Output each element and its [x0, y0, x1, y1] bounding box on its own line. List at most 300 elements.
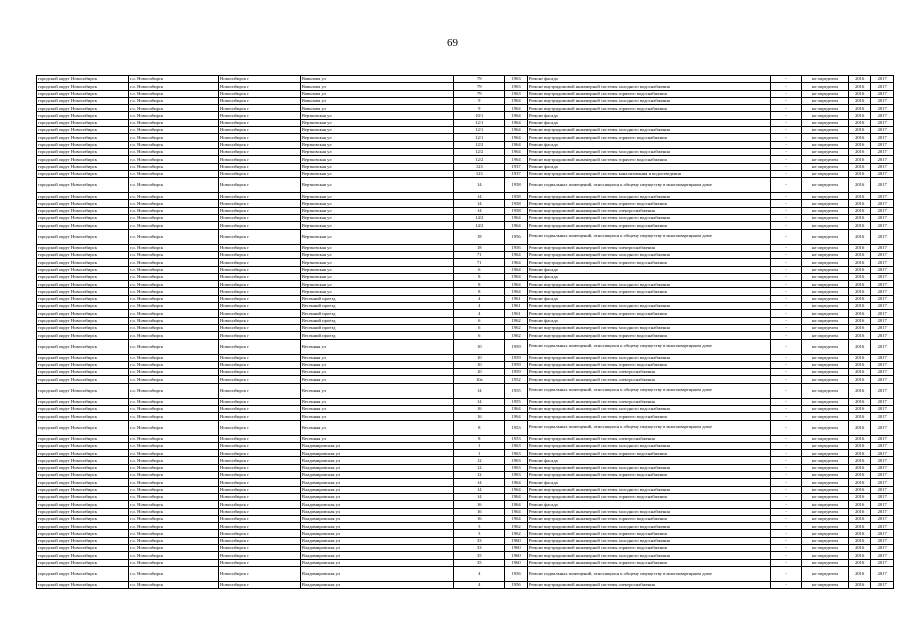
start-year-cell: 2016: [848, 148, 870, 155]
status-cell: не определен: [801, 508, 848, 515]
street-cell: Вертковская ул: [300, 156, 453, 163]
table-row: [37, 420, 894, 435]
end-year-cell: 2017: [871, 332, 894, 339]
start-year-cell: 2016: [848, 178, 870, 193]
street-cell: Владимировская ул: [300, 537, 453, 544]
start-year-cell: 2016: [848, 156, 870, 163]
build-year-cell: 1962: [505, 530, 527, 537]
work-type-cell: Ремонт внутридомовой инженерной системы горячего водоснабжения: [527, 134, 770, 141]
build-year-cell: 1964: [505, 479, 527, 486]
dash-cell: -: [771, 479, 802, 486]
status-cell: не определен: [801, 486, 848, 493]
build-year-cell: 1964: [505, 97, 527, 104]
status-cell: не определен: [801, 83, 848, 90]
start-year-cell: 2016: [848, 324, 870, 331]
start-year-cell: 2016: [848, 398, 870, 405]
work-type-cell: Ремонт внутридомовой инженерной системы электроснабжения: [527, 398, 770, 405]
municipality-cell: городской округ Новосибирск: [37, 295, 129, 302]
table-row: [37, 537, 894, 544]
status-cell: не определен: [801, 361, 848, 368]
city-cell: Новосибирск г: [219, 472, 301, 479]
district-cell: г.о. Новосибирск: [129, 148, 219, 155]
build-year-cell: 1956: [505, 566, 527, 581]
district-cell: г.о. Новосибирск: [129, 83, 219, 90]
district-cell: г.о. Новосибирск: [129, 207, 219, 214]
build-year-cell: 1955: [505, 398, 527, 405]
city-cell: Новосибирск г: [219, 493, 301, 500]
municipality-cell: городской округ Новосибирск: [37, 90, 129, 97]
house-number-cell: 8: [454, 288, 505, 295]
end-year-cell: 2017: [871, 244, 894, 251]
city-cell: Новосибирск г: [219, 405, 301, 412]
city-cell: Новосибирск г: [219, 163, 301, 170]
street-cell: Весенний проезд: [300, 317, 453, 324]
city-cell: Новосибирск г: [219, 259, 301, 266]
work-type-cell: Ремонт внутридомовой инженерной системы горячего водоснабжения: [527, 222, 770, 229]
start-year-cell: 2016: [848, 450, 870, 457]
municipality-cell: городской округ Новосибирск: [37, 559, 129, 566]
dash-cell: -: [771, 97, 802, 104]
end-year-cell: 2017: [871, 310, 894, 317]
status-cell: не определен: [801, 405, 848, 412]
municipality-cell: городской округ Новосибирск: [37, 369, 129, 376]
work-type-cell: Ремонт фасада: [527, 501, 770, 508]
work-type-cell: Ремонт внутридомовой инженерной системы холодного водоснабжения: [527, 523, 770, 530]
street-cell: Весенний проезд: [300, 303, 453, 310]
city-cell: Новосибирск г: [219, 361, 301, 368]
work-type-cell: Ремонт фасада: [527, 112, 770, 119]
work-type-cell: Ремонт внутридомовой инженерной системы горячего водоснабжения: [527, 530, 770, 537]
build-year-cell: 1960: [505, 559, 527, 566]
table-row: [37, 383, 894, 398]
district-cell: г.о. Новосибирск: [129, 222, 219, 229]
street-cell: Вертковская ул: [300, 288, 453, 295]
end-year-cell: 2017: [871, 361, 894, 368]
end-year-cell: 2017: [871, 486, 894, 493]
end-year-cell: 2017: [871, 317, 894, 324]
city-cell: Новосибирск г: [219, 251, 301, 258]
street-cell: Владимировская ул: [300, 442, 453, 449]
table-row: [37, 119, 894, 126]
city-cell: Новосибирск г: [219, 369, 301, 376]
table-row: [37, 215, 894, 222]
table-row: [37, 200, 894, 207]
table-row: [37, 303, 894, 310]
work-type-cell: Ремонт внутридомовой инженерной системы холодного водоснабжения: [527, 215, 770, 222]
work-type-cell: Ремонт подвальных помещений, относящихся к общему имуществу в многоквартирном доме: [527, 383, 770, 398]
table-row: [37, 317, 894, 324]
start-year-cell: 2016: [848, 354, 870, 361]
district-cell: г.о. Новосибирск: [129, 523, 219, 530]
municipality-cell: городской округ Новосибирск: [37, 259, 129, 266]
district-cell: г.о. Новосибирск: [129, 508, 219, 515]
city-cell: Новосибирск г: [219, 215, 301, 222]
status-cell: не определен: [801, 303, 848, 310]
table-row: [37, 229, 894, 244]
work-type-cell: Ремонт подвальных помещений, относящихся к общему имуществу в многоквартирном доме: [527, 566, 770, 581]
table-row: [37, 259, 894, 266]
table-row: [37, 90, 894, 97]
end-year-cell: 2017: [871, 413, 894, 420]
start-year-cell: 2016: [848, 288, 870, 295]
city-cell: Новосибирск г: [219, 464, 301, 471]
municipality-cell: городской округ Новосибирск: [37, 97, 129, 104]
start-year-cell: 2016: [848, 251, 870, 258]
street-cell: Вертковская ул: [300, 251, 453, 258]
build-year-cell: 1964: [505, 215, 527, 222]
end-year-cell: 2017: [871, 479, 894, 486]
end-year-cell: 2017: [871, 324, 894, 331]
street-cell: Владимировская ул: [300, 559, 453, 566]
table-row: [37, 442, 894, 449]
dash-cell: -: [771, 105, 802, 112]
municipality-cell: городской округ Новосибирск: [37, 134, 129, 141]
table-row: [37, 523, 894, 530]
street-cell: Весенняя ул: [300, 376, 453, 383]
end-year-cell: 2017: [871, 376, 894, 383]
work-type-cell: Ремонт внутридомовой инженерной системы горячего водоснабжения: [527, 472, 770, 479]
house-number-cell: 9: [454, 105, 505, 112]
dash-cell: -: [771, 127, 802, 134]
build-year-cell: 1963: [505, 442, 527, 449]
district-cell: г.о. Новосибирск: [129, 170, 219, 177]
house-number-cell: 4: [454, 295, 505, 302]
table-row: [37, 435, 894, 442]
street-cell: Владимировская ул: [300, 552, 453, 559]
dash-cell: -: [771, 281, 802, 288]
district-cell: г.о. Новосибирск: [129, 501, 219, 508]
municipality-cell: городской округ Новосибирск: [37, 339, 129, 354]
street-cell: Весенняя ул: [300, 413, 453, 420]
street-cell: Владимировская ул: [300, 472, 453, 479]
build-year-cell: 1962: [505, 324, 527, 331]
status-cell: не определен: [801, 435, 848, 442]
house-number-cell: 35: [454, 559, 505, 566]
work-type-cell: Ремонт внутридомовой инженерной системы горячего водоснабжения: [527, 413, 770, 420]
start-year-cell: 2016: [848, 376, 870, 383]
district-cell: г.о. Новосибирск: [129, 376, 219, 383]
district-cell: г.о. Новосибирск: [129, 405, 219, 412]
dash-cell: -: [771, 361, 802, 368]
municipality-cell: городской округ Новосибирск: [37, 229, 129, 244]
city-cell: Новосибирск г: [219, 76, 301, 83]
work-type-cell: Ремонт внутридомовой инженерной системы горячего водоснабжения: [527, 450, 770, 457]
end-year-cell: 2017: [871, 148, 894, 155]
end-year-cell: 2017: [871, 523, 894, 530]
city-cell: Новосибирск г: [219, 523, 301, 530]
build-year-cell: 1960: [505, 552, 527, 559]
dash-cell: -: [771, 163, 802, 170]
table-row: [37, 112, 894, 119]
dash-cell: -: [771, 119, 802, 126]
dash-cell: -: [771, 545, 802, 552]
table-row: [37, 361, 894, 368]
municipality-cell: городской округ Новосибирск: [37, 479, 129, 486]
start-year-cell: 2016: [848, 464, 870, 471]
status-cell: не определен: [801, 134, 848, 141]
house-number-cell: 33: [454, 537, 505, 544]
status-cell: не определен: [801, 222, 848, 229]
municipality-cell: городской округ Новосибирск: [37, 523, 129, 530]
work-type-cell: Ремонт внутридомовой инженерной системы холодного водоснабжения: [527, 97, 770, 104]
start-year-cell: 2016: [848, 566, 870, 581]
house-number-cell: 14/2: [454, 215, 505, 222]
district-cell: г.о. Новосибирск: [129, 369, 219, 376]
house-number-cell: 14: [454, 207, 505, 214]
work-type-cell: Ремонт внутридомовой инженерной системы горячего водоснабжения: [527, 515, 770, 522]
status-cell: не определен: [801, 332, 848, 339]
build-year-cell: 1959: [505, 339, 527, 354]
city-cell: Новосибирск г: [219, 383, 301, 398]
house-number-cell: 12: [454, 457, 505, 464]
table-row: [37, 450, 894, 457]
end-year-cell: 2017: [871, 259, 894, 266]
house-number-cell: 33: [454, 545, 505, 552]
build-year-cell: 1964: [505, 273, 527, 280]
city-cell: Новосибирск г: [219, 339, 301, 354]
district-cell: г.о. Новосибирск: [129, 339, 219, 354]
municipality-cell: городской округ Новосибирск: [37, 266, 129, 273]
end-year-cell: 2017: [871, 545, 894, 552]
street-cell: Вертковская ул: [300, 148, 453, 155]
build-year-cell: 1956: [505, 581, 527, 588]
municipality-cell: городской округ Новосибирск: [37, 383, 129, 398]
status-cell: не определен: [801, 515, 848, 522]
end-year-cell: 2017: [871, 442, 894, 449]
municipality-cell: городской округ Новосибирск: [37, 515, 129, 522]
street-cell: Вертковская ул: [300, 259, 453, 266]
status-cell: не определен: [801, 148, 848, 155]
municipality-cell: городской округ Новосибирск: [37, 156, 129, 163]
municipality-cell: городской округ Новосибирск: [37, 508, 129, 515]
build-year-cell: 1963: [505, 90, 527, 97]
build-year-cell: 1964: [505, 281, 527, 288]
table-row: [37, 105, 894, 112]
work-type-cell: Ремонт внутридомовой инженерной системы канализования и водоотведения: [527, 170, 770, 177]
table-row: [37, 559, 894, 566]
start-year-cell: 2016: [848, 339, 870, 354]
status-cell: не определен: [801, 281, 848, 288]
house-number-cell: 16: [454, 405, 505, 412]
district-cell: г.о. Новосибирск: [129, 112, 219, 119]
start-year-cell: 2016: [848, 537, 870, 544]
work-type-cell: Ремонт фасада: [527, 317, 770, 324]
work-type-cell: Ремонт внутридомовой инженерной системы горячего водоснабжения: [527, 332, 770, 339]
house-number-cell: 71: [454, 251, 505, 258]
district-cell: г.о. Новосибирск: [129, 581, 219, 588]
municipality-cell: городской округ Новосибирск: [37, 486, 129, 493]
municipality-cell: городской округ Новосибирск: [37, 413, 129, 420]
city-cell: Новосибирск г: [219, 127, 301, 134]
dash-cell: -: [771, 112, 802, 119]
district-cell: г.о. Новосибирск: [129, 457, 219, 464]
table-row: [37, 207, 894, 214]
dash-cell: -: [771, 435, 802, 442]
work-type-cell: Ремонт внутридомовой инженерной системы электроснабжения: [527, 435, 770, 442]
start-year-cell: 2016: [848, 215, 870, 222]
street-cell: Вертковская ул: [300, 127, 453, 134]
dash-cell: -: [771, 178, 802, 193]
dash-cell: -: [771, 493, 802, 500]
dash-cell: -: [771, 339, 802, 354]
municipality-cell: городской округ Новосибирск: [37, 193, 129, 200]
dash-cell: -: [771, 266, 802, 273]
table-row: [37, 163, 894, 170]
end-year-cell: 2017: [871, 537, 894, 544]
table-row: [37, 148, 894, 155]
status-cell: не определен: [801, 266, 848, 273]
house-number-cell: 4: [454, 303, 505, 310]
dash-cell: -: [771, 207, 802, 214]
street-cell: Вертковская ул: [300, 266, 453, 273]
house-number-cell: 3: [454, 530, 505, 537]
municipality-cell: городской округ Новосибирск: [37, 376, 129, 383]
district-cell: г.о. Новосибирск: [129, 90, 219, 97]
build-year-cell: 1962: [505, 317, 527, 324]
work-type-cell: Ремонт подвальных помещений, относящихся к общему имуществу в многоквартирном доме: [527, 339, 770, 354]
district-cell: г.о. Новосибирск: [129, 251, 219, 258]
work-type-cell: Ремонт внутридомовой инженерной системы холодного водоснабжения: [527, 251, 770, 258]
status-cell: не определен: [801, 339, 848, 354]
build-year-cell: 1964: [505, 413, 527, 420]
work-type-cell: Ремонт внутридомовой инженерной системы холодного водоснабжения: [527, 537, 770, 544]
district-cell: г.о. Новосибирск: [129, 317, 219, 324]
house-number-cell: 9: [454, 97, 505, 104]
city-cell: Новосибирск г: [219, 207, 301, 214]
house-number-cell: 12/2: [454, 148, 505, 155]
build-year-cell: 1962: [505, 523, 527, 530]
district-cell: г.о. Новосибирск: [129, 178, 219, 193]
start-year-cell: 2016: [848, 383, 870, 398]
start-year-cell: 2016: [848, 472, 870, 479]
municipality-cell: городской округ Новосибирск: [37, 420, 129, 435]
status-cell: не определен: [801, 450, 848, 457]
city-cell: Новосибирск г: [219, 552, 301, 559]
street-cell: Владимировская ул: [300, 493, 453, 500]
build-year-cell: 1952: [505, 376, 527, 383]
status-cell: не определен: [801, 472, 848, 479]
street-cell: Владимировская ул: [300, 566, 453, 581]
end-year-cell: 2017: [871, 193, 894, 200]
municipality-cell: городской округ Новосибирск: [37, 405, 129, 412]
house-number-cell: 12/1: [454, 134, 505, 141]
status-cell: не определен: [801, 163, 848, 170]
house-number-cell: 1: [454, 450, 505, 457]
house-number-cell: 8: [454, 435, 505, 442]
build-year-cell: 1964: [505, 486, 527, 493]
dash-cell: -: [771, 420, 802, 435]
city-cell: Новосибирск г: [219, 141, 301, 148]
status-cell: не определен: [801, 479, 848, 486]
municipality-cell: городской округ Новосибирск: [37, 310, 129, 317]
start-year-cell: 2016: [848, 552, 870, 559]
status-cell: не определен: [801, 501, 848, 508]
dash-cell: -: [771, 464, 802, 471]
start-year-cell: 2016: [848, 229, 870, 244]
house-number-cell: 14: [454, 398, 505, 405]
street-cell: Владимировская ул: [300, 515, 453, 522]
district-cell: г.о. Новосибирск: [129, 515, 219, 522]
build-year-cell: 1958: [505, 200, 527, 207]
municipality-cell: городской округ Новосибирск: [37, 127, 129, 134]
work-type-cell: Ремонт фасада: [527, 273, 770, 280]
end-year-cell: 2017: [871, 405, 894, 412]
district-cell: г.о. Новосибирск: [129, 303, 219, 310]
end-year-cell: 2017: [871, 295, 894, 302]
table-row: [37, 413, 894, 420]
start-year-cell: 2016: [848, 90, 870, 97]
municipality-cell: городской округ Новосибирск: [37, 537, 129, 544]
work-type-cell: Ремонт внутридомовой инженерной системы холодного водоснабжения: [527, 303, 770, 310]
status-cell: не определен: [801, 523, 848, 530]
dash-cell: -: [771, 450, 802, 457]
work-type-cell: Ремонт внутридомовой инженерной системы горячего водоснабжения: [527, 288, 770, 295]
district-cell: г.о. Новосибирск: [129, 119, 219, 126]
work-type-cell: Ремонт внутридомовой инженерной системы холодного водоснабжения: [527, 464, 770, 471]
house-number-cell: 6: [454, 266, 505, 273]
city-cell: Новосибирск г: [219, 148, 301, 155]
district-cell: г.о. Новосибирск: [129, 134, 219, 141]
district-cell: г.о. Новосибирск: [129, 559, 219, 566]
dash-cell: -: [771, 405, 802, 412]
table-row: [37, 97, 894, 104]
street-cell: Владимировская ул: [300, 501, 453, 508]
build-year-cell: 1955: [505, 383, 527, 398]
table-row: [37, 244, 894, 251]
end-year-cell: 2017: [871, 266, 894, 273]
city-cell: Новосибирск г: [219, 501, 301, 508]
start-year-cell: 2016: [848, 317, 870, 324]
district-cell: г.о. Новосибирск: [129, 97, 219, 104]
status-cell: не определен: [801, 207, 848, 214]
municipality-cell: городской округ Новосибирск: [37, 398, 129, 405]
work-type-cell: Ремонт фасада: [527, 141, 770, 148]
end-year-cell: 2017: [871, 566, 894, 581]
work-type-cell: Ремонт внутридомовой инженерной системы горячего водоснабжения: [527, 259, 770, 266]
build-year-cell: 1963: [505, 457, 527, 464]
start-year-cell: 2016: [848, 545, 870, 552]
city-cell: Новосибирск г: [219, 119, 301, 126]
build-year-cell: 1964: [505, 251, 527, 258]
table-row: [37, 222, 894, 229]
start-year-cell: 2016: [848, 112, 870, 119]
end-year-cell: 2017: [871, 288, 894, 295]
build-year-cell: 1961: [505, 295, 527, 302]
work-type-cell: Ремонт подвальных помещений, относящихся к общему имуществу в многоквартирном доме: [527, 178, 770, 193]
end-year-cell: 2017: [871, 501, 894, 508]
street-cell: Вертковская ул: [300, 222, 453, 229]
status-cell: не определен: [801, 259, 848, 266]
municipality-cell: городской округ Новосибирск: [37, 354, 129, 361]
district-cell: г.о. Новосибирск: [129, 398, 219, 405]
build-year-cell: 1963: [505, 450, 527, 457]
house-number-cell: 14: [454, 486, 505, 493]
street-cell: Вертковская ул: [300, 112, 453, 119]
house-number-cell: 10а: [454, 376, 505, 383]
start-year-cell: 2016: [848, 105, 870, 112]
street-cell: Владимировская ул: [300, 508, 453, 515]
street-cell: Вертковская ул: [300, 281, 453, 288]
city-cell: Новосибирск г: [219, 398, 301, 405]
street-cell: Весенняя ул: [300, 398, 453, 405]
end-year-cell: 2017: [871, 229, 894, 244]
status-cell: не определен: [801, 229, 848, 244]
city-cell: Новосибирск г: [219, 273, 301, 280]
street-cell: Владимировская ул: [300, 479, 453, 486]
build-year-cell: 1953: [505, 420, 527, 435]
dash-cell: -: [771, 295, 802, 302]
house-number-cell: 6: [454, 324, 505, 331]
